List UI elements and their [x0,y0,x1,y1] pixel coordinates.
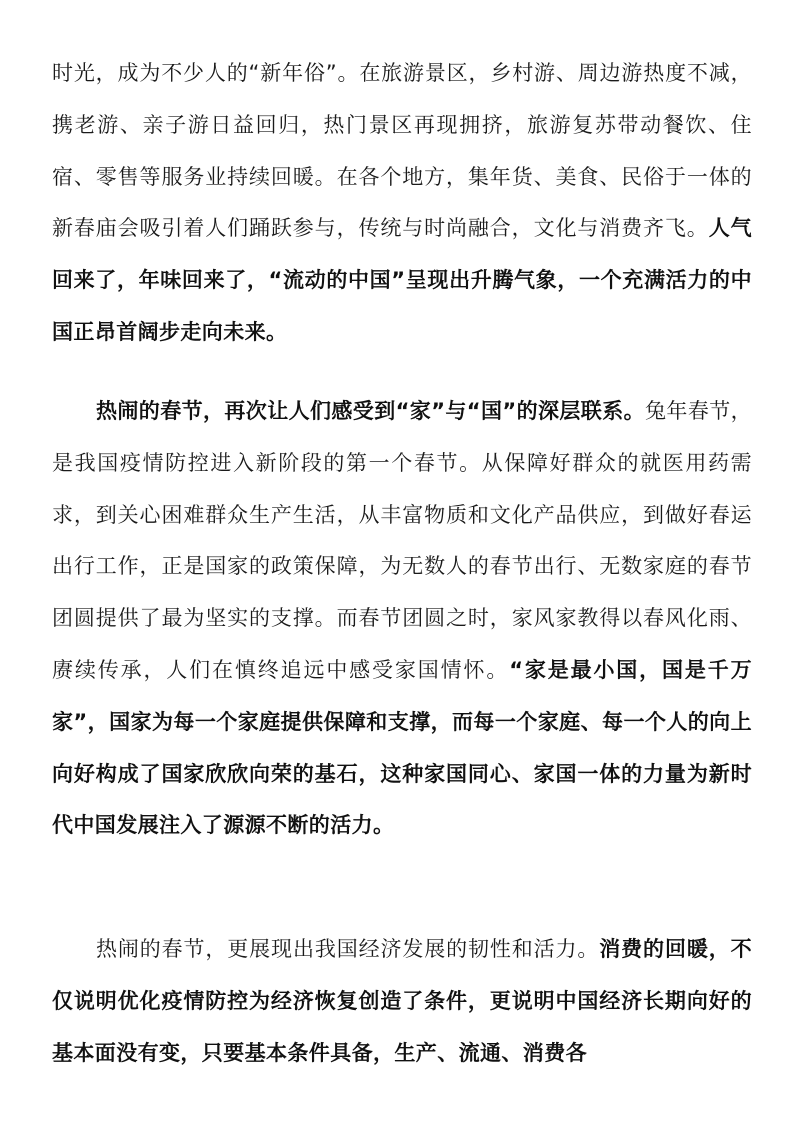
paragraph-3 [52,924,752,1079]
paragraph-2-lead-sentence: 热闹的春节，再次让人们感受到“家”与“国”的深层联系。 [96,399,646,423]
paragraph-1-text: 时光，成为不少人的“新年俗”。在旅游景区，乡村游、周边游热度不减，携老游、亲子游日益回归，热门景区再现拥挤，旅游复苏带动餐饮、住宿、零售等服务业持续回暖。在各个地方，集年货、美食、民俗于一体的新春庙会吸引着人们踊跃参与，传统与时尚融合，文化与消费齐飞。 [52,61,752,241]
paragraph-1 [52,48,752,359]
paragraph-2-emphasis: “家是最小国，国是千万家”，国家为每一个家庭提供保障和支撑，而每一个家庭、每一个人的向上向好构成了国家欣欣向荣的基石，这种家国同心、家国一体的力量为新时代中国发展注入了源源不断的活力。 [52,657,753,838]
paragraph-1-emphasis: 人气回来了，年味回来了，“流动的中国”呈现出升腾气象，一个充满活力的中国正昂首阔步走向未来。 [52,216,752,344]
paragraph-3-emphasis: 消费的回暖，不仅说明优化疫情防控为经济恢复创造了条件，更说明中国经济长期向好的基本面没有变，只要基本条件具备，生产、流通、消费各 [52,937,752,1065]
paragraph-2-text: 兔年春节，是我国疫情防控进入新阶段的第一个春节。从保障好群众的就医用药需求，到关心困难群众生产生活，从丰富物质和文化产品供应，到做好春运出行工作，正是国家的政策保障，为无数人的春节出行、无数家庭的春节团圆提供了最为坚实的支撑。而春节团圆之时，家风家教得以春风化雨、赓续传承，人们在慎终追远中感受家国情怀。 [52,399,753,682]
paragraph-2 [52,386,752,852]
paragraph-3-lead-sentence: 热闹的春节，更展现出我国经济发展的韧性和活力。 [96,937,600,961]
